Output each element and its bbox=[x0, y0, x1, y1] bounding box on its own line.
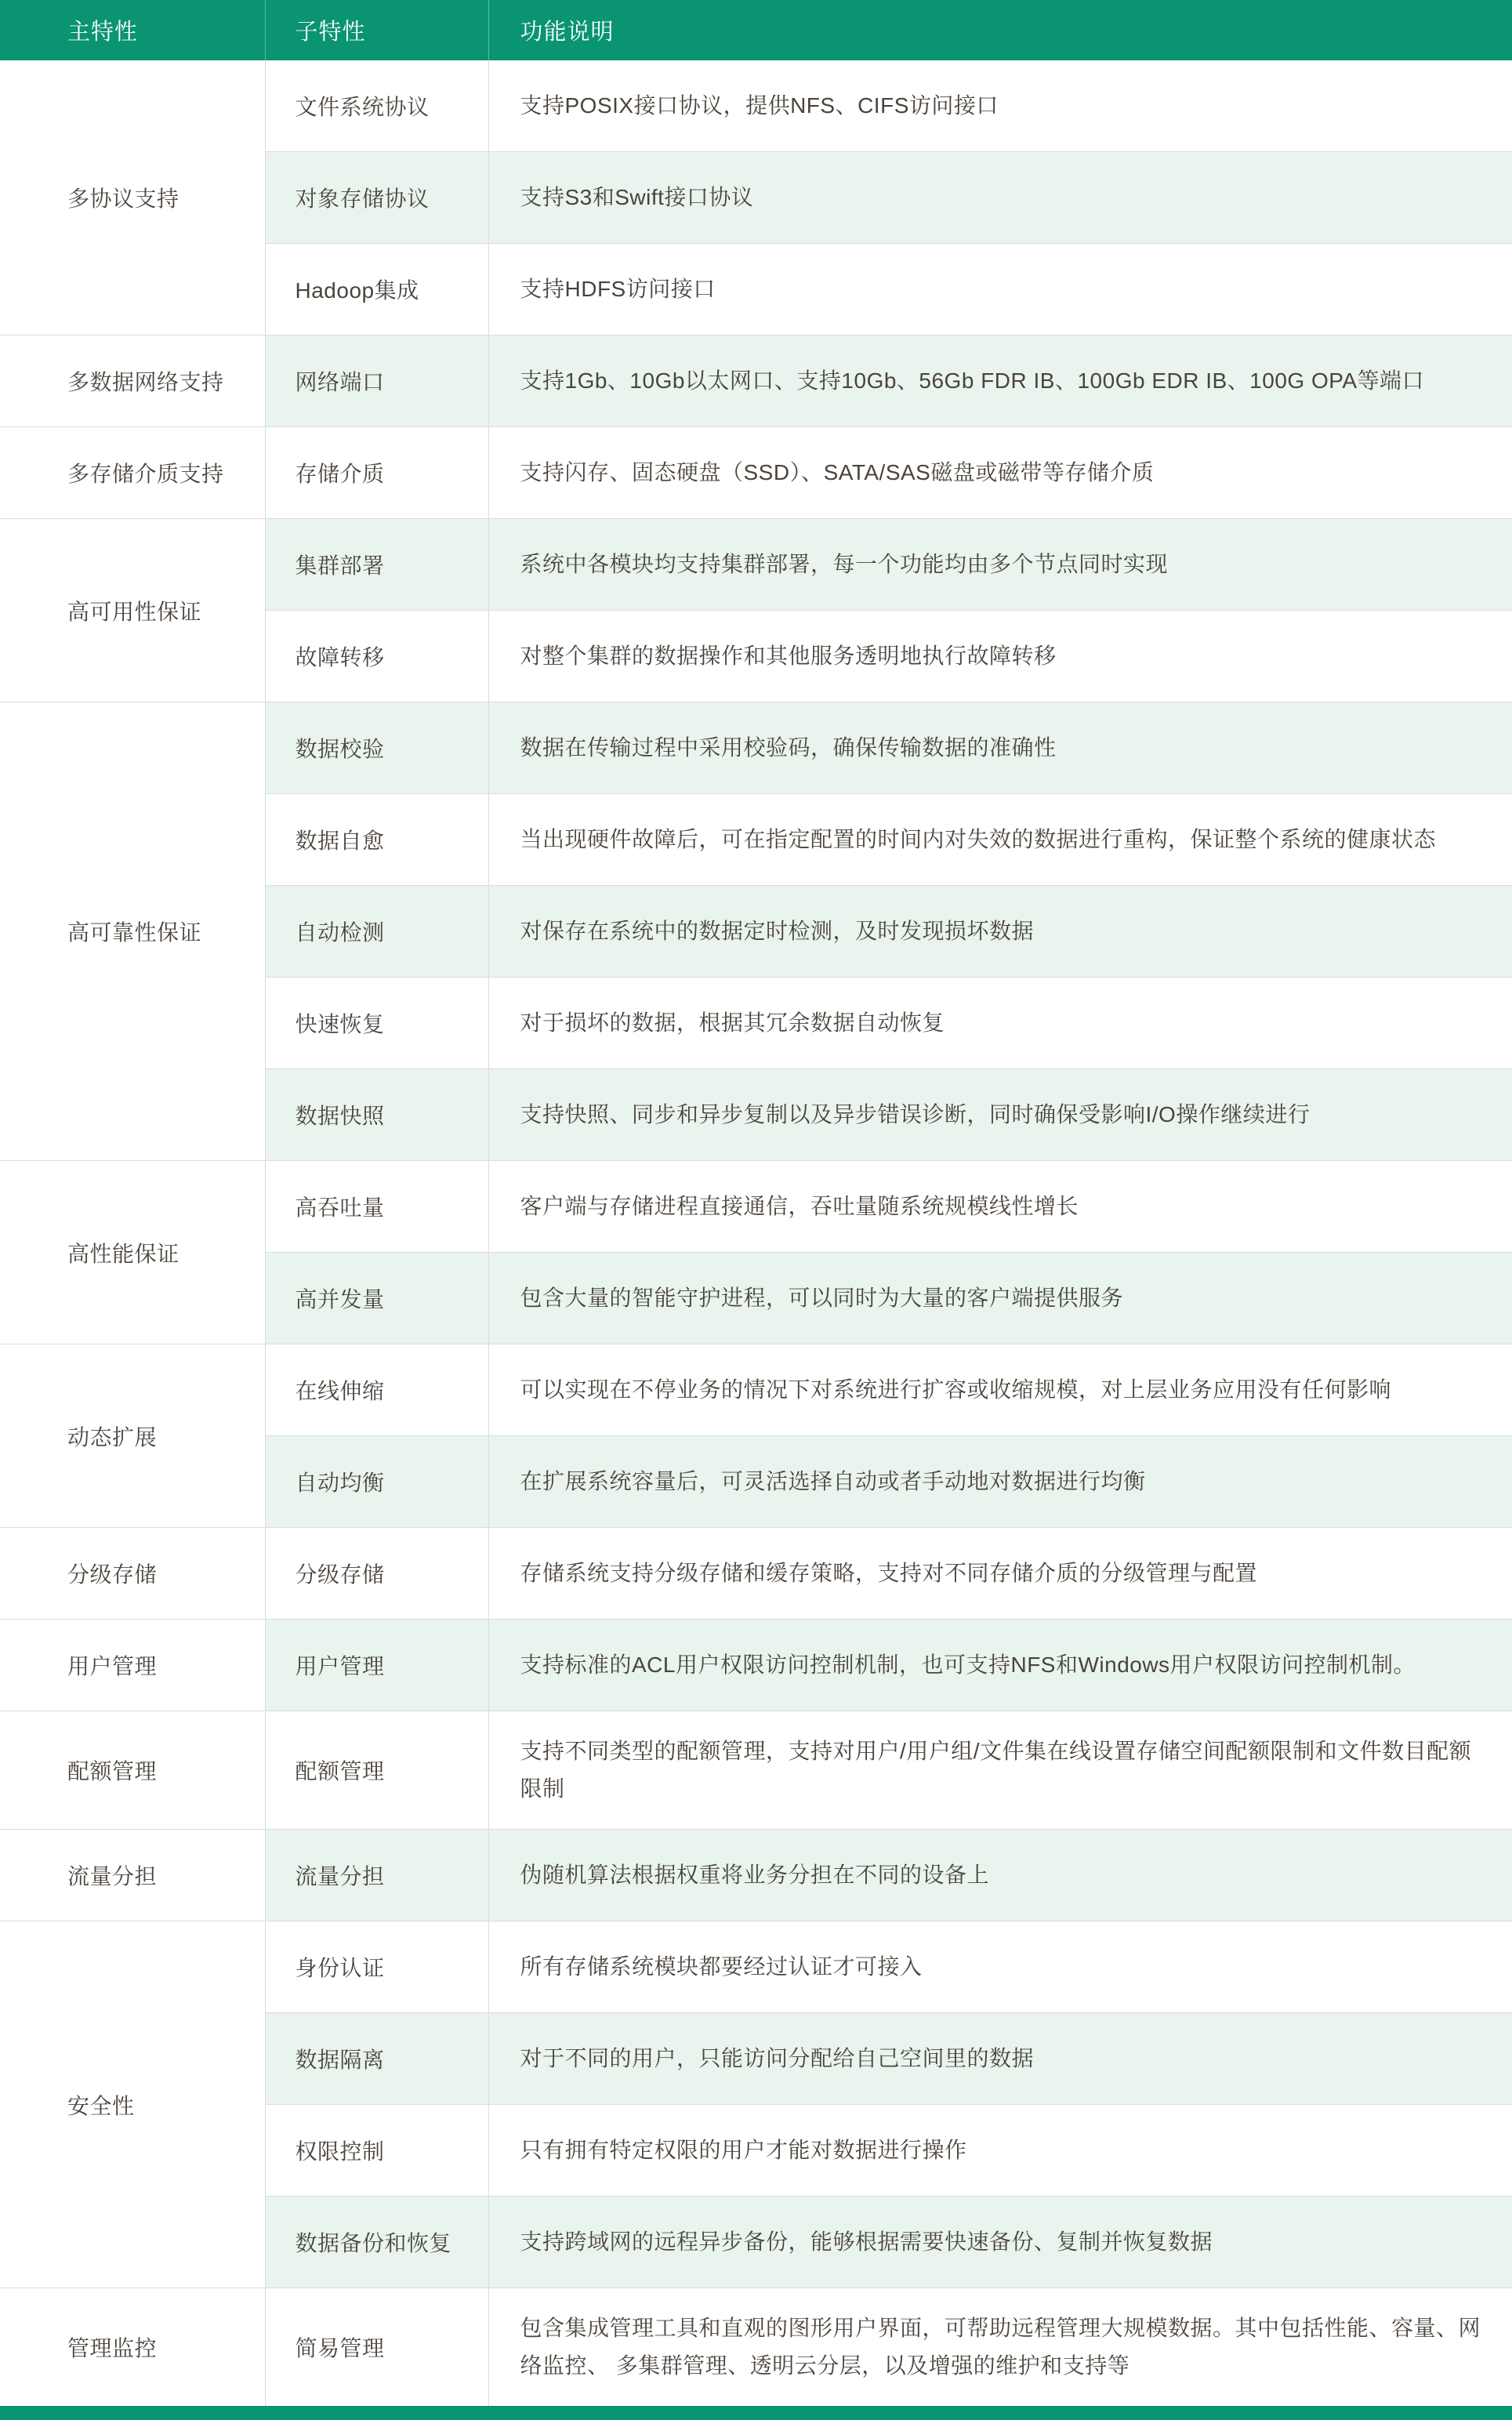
table-row bbox=[0, 519, 1512, 611]
main-feature-cell: 高可用性保证 bbox=[0, 519, 265, 702]
sub-feature-cell: 网络端口 bbox=[265, 336, 488, 427]
sub-feature-cell: 在线伸缩 bbox=[265, 1344, 488, 1436]
feature-desc-cell: 对于损坏的数据，根据其冗余数据自动恢复 bbox=[488, 978, 1512, 1069]
main-feature-cell: 多存储介质支持 bbox=[0, 427, 265, 519]
sub-feature-cell: 数据备份和恢复 bbox=[265, 2197, 488, 2288]
feature-desc-cell: 支持不同类型的配额管理，支持对用户/用户组/文件集在线设置存储空间配额限制和文件数目配额限制 bbox=[488, 1711, 1512, 1830]
feature-desc-cell: 支持跨域网的远程异步备份，能够根据需要快速备份、复制并恢复数据 bbox=[488, 2197, 1512, 2288]
sub-feature-cell: 分级存储 bbox=[265, 1528, 488, 1620]
table-row bbox=[0, 1528, 1512, 1620]
main-feature-cell: 安全性 bbox=[0, 1921, 265, 2288]
main-feature-cell: 用户管理 bbox=[0, 1620, 265, 1711]
sub-feature-cell: 快速恢复 bbox=[265, 978, 488, 1069]
feature-desc-cell: 只有拥有特定权限的用户才能对数据进行操作 bbox=[488, 2105, 1512, 2197]
main-feature-cell: 高可靠性保证 bbox=[0, 702, 265, 1161]
feature-desc-cell: 对保存在系统中的数据定时检测，及时发现损坏数据 bbox=[488, 886, 1512, 978]
table-row bbox=[0, 1711, 1512, 1830]
sub-feature-cell: 高并发量 bbox=[265, 1253, 488, 1344]
sub-feature-cell: 流量分担 bbox=[265, 1830, 488, 1921]
feature-desc-cell: 对于不同的用户，只能访问分配给自己空间里的数据 bbox=[488, 2013, 1512, 2105]
sub-feature-cell: 数据自愈 bbox=[265, 794, 488, 886]
feature-desc-cell: 存储系统支持分级存储和缓存策略，支持对不同存储介质的分级管理与配置 bbox=[488, 1528, 1512, 1620]
header-col-main: 主特性 bbox=[0, 0, 265, 60]
main-feature-cell: 动态扩展 bbox=[0, 1344, 265, 1528]
sub-feature-cell: 数据隔离 bbox=[265, 2013, 488, 2105]
main-feature-cell: 分级存储 bbox=[0, 1528, 265, 1620]
table-row bbox=[0, 1161, 1512, 1253]
feature-desc-cell: 支持POSIX接口协议，提供NFS、CIFS访问接口 bbox=[488, 60, 1512, 152]
header-col-sub: 子特性 bbox=[265, 0, 488, 60]
table-row bbox=[0, 336, 1512, 427]
sub-feature-cell: 自动均衡 bbox=[265, 1436, 488, 1528]
sub-feature-cell: Hadoop集成 bbox=[265, 244, 488, 336]
sub-feature-cell: 故障转移 bbox=[265, 611, 488, 702]
table-row bbox=[0, 1921, 1512, 2013]
feature-desc-cell: 支持S3和Swift接口协议 bbox=[488, 152, 1512, 244]
feature-desc-cell: 伪随机算法根据权重将业务分担在不同的设备上 bbox=[488, 1830, 1512, 1921]
main-feature-cell: 多协议支持 bbox=[0, 60, 265, 336]
sub-feature-cell: 集群部署 bbox=[265, 519, 488, 611]
sub-feature-cell: 数据快照 bbox=[265, 1069, 488, 1161]
table-row bbox=[0, 702, 1512, 794]
feature-desc-cell: 支持标准的ACL用户权限访问控制机制，也可支持NFS和Windows用户权限访问控制机制。 bbox=[488, 1620, 1512, 1711]
table-row bbox=[0, 427, 1512, 519]
feature-desc-cell: 支持1Gb、10Gb以太网口、支持10Gb、56Gb FDR IB、100Gb EDR IB、100G OPA等端口 bbox=[488, 336, 1512, 427]
table-body bbox=[0, 60, 1512, 2406]
sub-feature-cell: 数据校验 bbox=[265, 702, 488, 794]
table-row bbox=[0, 1620, 1512, 1711]
feature-desc-cell: 所有存储系统模块都要经过认证才可接入 bbox=[488, 1921, 1512, 2013]
main-feature-cell: 多数据网络支持 bbox=[0, 336, 265, 427]
feature-desc-cell: 当出现硬件故障后，可在指定配置的时间内对失效的数据进行重构，保证整个系统的健康状态 bbox=[488, 794, 1512, 886]
sub-feature-cell: 高吞吐量 bbox=[265, 1161, 488, 1253]
sub-feature-cell: 对象存储协议 bbox=[265, 152, 488, 244]
feature-desc-cell: 数据在传输过程中采用校验码，确保传输数据的准确性 bbox=[488, 702, 1512, 794]
table-row bbox=[0, 1830, 1512, 1921]
feature-desc-cell: 可以实现在不停业务的情况下对系统进行扩容或收缩规模，对上层业务应用没有任何影响 bbox=[488, 1344, 1512, 1436]
feature-desc-cell: 包含大量的智能守护进程，可以同时为大量的客户端提供服务 bbox=[488, 1253, 1512, 1344]
table-row bbox=[0, 60, 1512, 152]
table-header bbox=[0, 0, 1512, 60]
sub-feature-cell: 用户管理 bbox=[265, 1620, 488, 1711]
feature-desc-cell: 支持闪存、固态硬盘（SSD）、SATA/SAS磁盘或磁带等存储介质 bbox=[488, 427, 1512, 519]
sub-feature-cell: 配额管理 bbox=[265, 1711, 488, 1830]
feature-desc-cell: 系统中各模块均支持集群部署，每一个功能均由多个节点同时实现 bbox=[488, 519, 1512, 611]
sub-feature-cell: 身份认证 bbox=[265, 1921, 488, 2013]
feature-desc-cell: 对整个集群的数据操作和其他服务透明地执行故障转移 bbox=[488, 611, 1512, 702]
feature-desc-cell: 在扩展系统容量后，可灵活选择自动或者手动地对数据进行均衡 bbox=[488, 1436, 1512, 1528]
table-row bbox=[0, 2288, 1512, 2407]
feature-desc-cell: 客户端与存储进程直接通信，吞吐量随系统规模线性增长 bbox=[488, 1161, 1512, 1253]
sub-feature-cell: 自动检测 bbox=[265, 886, 488, 978]
main-feature-cell: 配额管理 bbox=[0, 1711, 265, 1830]
sub-feature-cell: 文件系统协议 bbox=[265, 60, 488, 152]
sub-feature-cell: 简易管理 bbox=[265, 2288, 488, 2407]
sub-feature-cell: 存储介质 bbox=[265, 427, 488, 519]
header-col-desc: 功能说明 bbox=[488, 0, 1512, 60]
table-row bbox=[0, 1344, 1512, 1436]
feature-desc-cell: 支持HDFS访问接口 bbox=[488, 244, 1512, 336]
main-feature-cell: 流量分担 bbox=[0, 1830, 265, 1921]
main-feature-cell: 管理监控 bbox=[0, 2288, 265, 2407]
main-feature-cell: 高性能保证 bbox=[0, 1161, 265, 1344]
feature-desc-cell: 支持快照、同步和异步复制以及异步错误诊断，同时确保受影响I/O操作继续进行 bbox=[488, 1069, 1512, 1161]
feature-desc-cell: 包含集成管理工具和直观的图形用户界面，可帮助远程管理大规模数据。其中包括性能、容量、网络监控、 多集群管理、透明云分层，以及增强的维护和支持等 bbox=[488, 2288, 1512, 2407]
sub-feature-cell: 权限控制 bbox=[265, 2105, 488, 2197]
header-row bbox=[0, 0, 1512, 60]
footer-accent-bar bbox=[0, 2406, 1512, 2420]
